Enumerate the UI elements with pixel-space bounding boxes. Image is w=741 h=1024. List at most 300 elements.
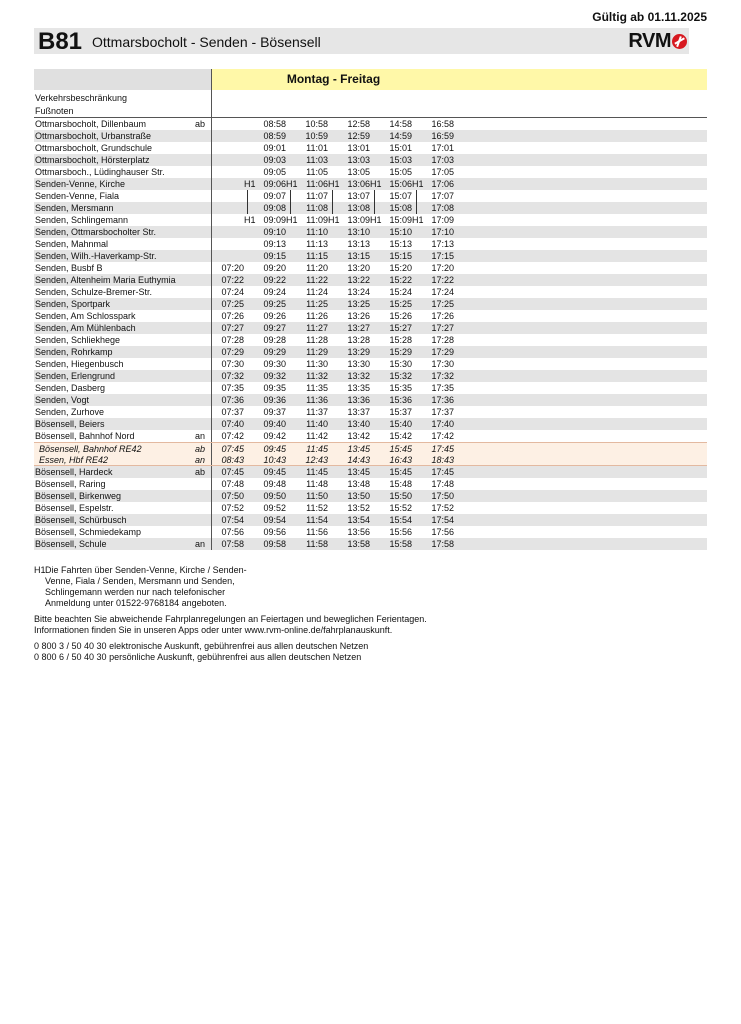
contact-personal: 0 800 6 / 50 40 30 persönliche Auskunft, gebührenfrei aus allen deutschen Netzen <box>34 652 362 662</box>
departure-time: 11:05 <box>306 167 328 177</box>
stop-name: Senden, Schlingemann <box>35 215 129 225</box>
departure-time: 09:42 <box>263 431 286 441</box>
departure-time: 13:03 <box>347 155 370 165</box>
departure-time: 10:59 <box>305 131 328 141</box>
departure-time: 10:58 <box>305 119 328 129</box>
stop-name: Senden, Dasberg <box>35 383 106 393</box>
departure-time: 11:24 <box>306 287 328 297</box>
departure-time: 07:45 <box>221 444 244 454</box>
stop-name: Ottmarsbocholt, Urbanstraße <box>35 131 152 141</box>
departure-time: 09:40 <box>263 419 286 429</box>
table-row <box>34 430 707 442</box>
day-label: Montag - Freitag <box>286 72 381 86</box>
stop-name: Senden, Vogt <box>35 395 90 405</box>
departure-time: 11:08 <box>306 203 328 213</box>
stop-name: Senden, Mahnmal <box>35 239 109 249</box>
footnote-mark: H1 <box>328 179 340 189</box>
footer <box>34 565 554 663</box>
departure-time: 13:10 <box>347 227 370 237</box>
departure-time: 13:13 <box>347 239 370 249</box>
on-demand-line <box>247 190 248 202</box>
table-row <box>34 358 707 370</box>
departure-time: 15:20 <box>389 263 412 273</box>
table-row <box>34 466 707 478</box>
departure-time: 07:35 <box>221 383 244 393</box>
departure-time: 15:05 <box>389 167 412 177</box>
departure-time: 13:26 <box>347 311 370 321</box>
stop-name: Bösensell, Espelstr. <box>35 503 114 513</box>
table-row <box>34 226 707 238</box>
departure-time: 09:07 <box>263 191 286 201</box>
departure-time: 16:58 <box>431 119 454 129</box>
departure-time: 15:28 <box>389 335 412 345</box>
departure-time: 09:58 <box>263 539 286 549</box>
departure-time: 13:15 <box>347 251 370 261</box>
departure-time: 09:22 <box>263 275 286 285</box>
departure-time: 11:01 <box>306 143 328 153</box>
departure-time: 13:37 <box>347 407 370 417</box>
table-row <box>34 250 707 262</box>
departure-time: 17:01 <box>431 143 454 153</box>
departure-time: 13:42 <box>347 431 370 441</box>
table-row <box>34 478 707 490</box>
arrival-departure-mark: an <box>195 455 206 465</box>
departure-time: 09:54 <box>263 515 286 525</box>
departure-time: 13:05 <box>347 167 370 177</box>
table-row <box>34 178 707 190</box>
stop-name: Senden, Zurhove <box>35 407 105 417</box>
departure-time: 11:13 <box>306 239 328 249</box>
departure-time: 15:03 <box>389 155 412 165</box>
footnote-mark: H1 <box>328 215 340 225</box>
departure-time: 07:37 <box>221 407 244 417</box>
departure-time: 12:59 <box>347 131 370 141</box>
column-divider <box>211 502 212 514</box>
departure-time: 17:32 <box>431 371 454 381</box>
on-demand-line <box>374 202 375 214</box>
departure-time: 13:01 <box>347 143 370 153</box>
departure-time: 09:48 <box>263 479 286 489</box>
departure-time: 13:27 <box>347 323 370 333</box>
column-divider <box>211 334 212 346</box>
departure-time: 07:40 <box>221 419 244 429</box>
departure-time: 07:52 <box>221 503 244 513</box>
departure-time: 13:28 <box>347 335 370 345</box>
stop-name: Essen, Hbf RE42 <box>39 455 109 465</box>
stop-name: Senden, Erlengrund <box>35 371 116 381</box>
departure-time: 13:35 <box>347 383 370 393</box>
departure-time: 09:01 <box>263 143 286 153</box>
table-row <box>34 346 707 358</box>
departure-time: 11:42 <box>306 431 328 441</box>
column-divider <box>211 526 212 538</box>
departure-time: 17:48 <box>431 479 454 489</box>
departure-time: 11:30 <box>306 359 328 369</box>
departure-time: 11:45 <box>306 467 328 477</box>
table-row <box>34 394 707 406</box>
table-row <box>34 238 707 250</box>
departure-time: 13:22 <box>347 275 370 285</box>
departure-time: 15:45 <box>389 444 412 454</box>
departure-time: 13:25 <box>347 299 370 309</box>
column-divider <box>211 514 212 526</box>
departure-time: 17:25 <box>431 299 454 309</box>
departure-time: 07:56 <box>221 527 244 537</box>
stop-name: Senden, Sportpark <box>35 299 111 309</box>
train-connection-row <box>34 454 707 466</box>
departure-time: 15:52 <box>389 503 412 513</box>
stop-name: Senden, Rohrkamp <box>35 347 113 357</box>
departure-time: 17:50 <box>431 491 454 501</box>
footnote-mark: H1 <box>244 179 256 189</box>
departure-time: 09:05 <box>263 167 286 177</box>
departure-time: 07:58 <box>221 539 244 549</box>
table-row <box>34 262 707 274</box>
column-divider <box>211 118 212 130</box>
departure-time: 15:54 <box>389 515 412 525</box>
timetable-body <box>34 118 707 550</box>
column-divider <box>211 262 212 274</box>
departure-time: 17:36 <box>431 395 454 405</box>
departure-time: 09:20 <box>263 263 286 273</box>
table-row <box>34 130 707 142</box>
table-row <box>34 502 707 514</box>
departure-time: 17:56 <box>431 527 454 537</box>
on-demand-line <box>332 190 333 202</box>
table-row <box>34 334 707 346</box>
table-row <box>34 418 707 430</box>
departure-time: 11:35 <box>306 383 328 393</box>
stop-name: Ottmarsbocholt, Dillenbaum <box>35 119 147 129</box>
departure-time: 09:25 <box>263 299 286 309</box>
departure-time: 17:45 <box>431 444 454 454</box>
departure-time: 11:07 <box>306 191 328 201</box>
on-demand-line <box>290 202 291 214</box>
on-demand-line <box>374 190 375 202</box>
arrival-departure-mark: ab <box>195 119 206 129</box>
departure-time: 15:26 <box>389 311 412 321</box>
stop-name: Senden, Altenheim Maria Euthymia <box>35 275 176 285</box>
departure-time: 17:40 <box>431 419 454 429</box>
column-divider <box>211 238 212 250</box>
footnote-text: Die Fahrten über Senden-Venne, Kirche / Senden-Venne, Fiala / Senden, Mersmann und Senden, Schlingemann werden nur nach telefonischer Anmeldung unter 01522-9768184 angeboten. <box>45 565 247 608</box>
stop-name: Senden, Mersmann <box>35 203 114 213</box>
departure-time: 11:22 <box>306 275 328 285</box>
column-divider <box>211 406 212 418</box>
departure-time: 17:24 <box>431 287 454 297</box>
table-row <box>34 154 707 166</box>
departure-time: 09:50 <box>263 491 286 501</box>
route-title: Ottmarsbocholt - Senden - Bösensell <box>92 34 321 50</box>
table-row <box>34 202 707 214</box>
departure-time: 15:58 <box>389 539 412 549</box>
column-divider <box>211 358 212 370</box>
train-connection-row <box>34 442 707 454</box>
departure-time: 13:48 <box>347 479 370 489</box>
table-row <box>34 166 707 178</box>
departure-time: 15:40 <box>389 419 412 429</box>
title-bar <box>34 28 689 54</box>
on-demand-line <box>332 202 333 214</box>
column-divider <box>211 178 212 190</box>
column-divider <box>211 166 212 178</box>
departure-time: 09:56 <box>263 527 286 537</box>
table-row <box>34 382 707 394</box>
departure-time: 17:27 <box>431 323 454 333</box>
departure-time: 16:43 <box>389 455 412 465</box>
column-divider <box>211 538 212 550</box>
departure-time: 13:45 <box>347 444 370 454</box>
departure-time: 17:29 <box>431 347 454 357</box>
departure-time: 15:27 <box>389 323 412 333</box>
stop-name: Senden, Busbf B <box>35 263 103 273</box>
departure-time: 17:28 <box>431 335 454 345</box>
restriction-label: Verkehrsbeschränkung <box>35 93 128 103</box>
departure-time: 07:28 <box>221 335 244 345</box>
column-divider <box>211 310 212 322</box>
departure-time: 12:43 <box>305 455 328 465</box>
footnote-key: H1 <box>34 565 46 575</box>
departure-time: 07:50 <box>221 491 244 501</box>
stop-name: Bösensell, Birkenweg <box>35 491 122 501</box>
departure-time: 15:01 <box>389 143 412 153</box>
rvm-ball-logo-icon <box>672 34 687 49</box>
departure-time: 09:08 <box>263 203 286 213</box>
column-divider <box>211 478 212 490</box>
departure-time: 11:29 <box>306 347 328 357</box>
departure-time: 09:28 <box>263 335 286 345</box>
departure-time: 09:36 <box>263 395 286 405</box>
departure-time: 13:32 <box>347 371 370 381</box>
table-row <box>34 142 707 154</box>
stop-name: Senden, Hiegenbusch <box>35 359 124 369</box>
departure-time: 09:45 <box>263 444 286 454</box>
departure-time: 17:58 <box>431 539 454 549</box>
departure-time: 13:29 <box>347 347 370 357</box>
stop-name: Ottmarsboch., Lüdinghauser Str. <box>35 167 165 177</box>
departure-time: 07:54 <box>221 515 244 525</box>
departure-time: 11:56 <box>306 527 328 537</box>
departure-time: 09:32 <box>263 371 286 381</box>
departure-time: 07:27 <box>221 323 244 333</box>
column-divider <box>211 430 212 442</box>
on-demand-line <box>416 202 417 214</box>
on-demand-line <box>247 202 248 214</box>
column-divider <box>211 142 212 154</box>
table-row <box>34 526 707 538</box>
stop-name: Bösensell, Hardeck <box>35 467 113 477</box>
stop-name: Senden, Ottmarsbocholter Str. <box>35 227 157 237</box>
column-divider <box>211 226 212 238</box>
stop-name: Bösensell, Schule <box>35 539 107 549</box>
departure-time: 07:42 <box>221 431 244 441</box>
departure-time: 09:30 <box>263 359 286 369</box>
departure-time: 17:08 <box>431 203 454 213</box>
column-divider <box>211 202 212 214</box>
route-number: B81 <box>38 28 83 55</box>
departure-time: 13:52 <box>347 503 370 513</box>
departure-time: 07:48 <box>221 479 244 489</box>
column-divider <box>211 370 212 382</box>
departure-time: 09:09 <box>263 215 286 225</box>
departure-time: 17:35 <box>431 383 454 393</box>
departure-time: 15:45 <box>389 467 412 477</box>
footnote-mark: H1 <box>412 215 424 225</box>
stop-name: Senden, Schulze-Bremer-Str. <box>35 287 153 297</box>
departure-time: 09:10 <box>263 227 286 237</box>
departure-time: 17:45 <box>431 467 454 477</box>
column-divider <box>211 130 212 142</box>
departure-time: 15:30 <box>389 359 412 369</box>
arrival-departure-mark: ab <box>195 467 206 477</box>
departure-time: 11:45 <box>306 444 328 454</box>
departure-time: 17:42 <box>431 431 454 441</box>
departure-time: 11:15 <box>306 251 328 261</box>
column-divider <box>211 454 212 465</box>
departure-time: 08:43 <box>221 455 244 465</box>
departure-time: 18:43 <box>431 455 454 465</box>
departure-time: 11:52 <box>306 503 328 513</box>
departure-time: 17:06 <box>431 179 454 189</box>
timetable-header <box>34 69 707 118</box>
footnote-mark: H1 <box>412 179 424 189</box>
departure-time: 13:56 <box>347 527 370 537</box>
departure-time: 15:29 <box>389 347 412 357</box>
departure-time: 09:37 <box>263 407 286 417</box>
table-row <box>34 274 707 286</box>
departure-time: 17:03 <box>431 155 454 165</box>
departure-time: 13:08 <box>347 203 370 213</box>
column-divider <box>211 443 212 454</box>
departure-time: 15:25 <box>389 299 412 309</box>
departure-time: 09:13 <box>263 239 286 249</box>
departure-time: 07:25 <box>221 299 244 309</box>
departure-time: 13:20 <box>347 263 370 273</box>
column-divider <box>211 466 212 478</box>
departure-time: 13:54 <box>347 515 370 525</box>
departure-time: 09:35 <box>263 383 286 393</box>
departure-time: 14:59 <box>389 131 412 141</box>
departure-time: 15:13 <box>389 239 412 249</box>
departure-time: 11:58 <box>306 539 328 549</box>
departure-time: 13:58 <box>347 539 370 549</box>
departure-time: 07:20 <box>221 263 244 273</box>
departure-time: 17:13 <box>431 239 454 249</box>
stop-name: Ottmarsbocholt, Hörsterplatz <box>35 155 150 165</box>
departure-time: 12:58 <box>347 119 370 129</box>
departure-time: 07:22 <box>221 275 244 285</box>
footnote-h1 <box>34 565 554 609</box>
departure-time: 15:10 <box>389 227 412 237</box>
rvm-logo <box>628 31 687 51</box>
table-row <box>34 118 707 130</box>
stop-name: Senden, Am Mühlenbach <box>35 323 136 333</box>
departure-time: 17:52 <box>431 503 454 513</box>
departure-time: 07:29 <box>221 347 244 357</box>
departure-time: 17:20 <box>431 263 454 273</box>
departure-time: 16:59 <box>431 131 454 141</box>
departure-time: 11:26 <box>306 311 328 321</box>
departure-time: 11:25 <box>306 299 328 309</box>
day-header <box>212 69 707 90</box>
departure-time: 13:09 <box>347 215 370 225</box>
departure-time: 15:07 <box>389 191 412 201</box>
stop-name: Ottmarsbocholt, Grundschule <box>35 143 153 153</box>
departure-time: 15:56 <box>389 527 412 537</box>
stop-name: Senden, Am Schlosspark <box>35 311 136 321</box>
arrival-departure-mark: an <box>195 431 206 441</box>
footnotes-label: Fußnoten <box>35 106 74 116</box>
valid-from: Gültig ab 01.11.2025 <box>592 10 707 24</box>
departure-time: 17:54 <box>431 515 454 525</box>
departure-time: 09:24 <box>263 287 286 297</box>
header-divider <box>211 69 212 118</box>
departure-time: 14:43 <box>347 455 370 465</box>
departure-time: 11:32 <box>306 371 328 381</box>
departure-time: 15:50 <box>389 491 412 501</box>
stop-name: Bösensell, Schmiedekamp <box>35 527 142 537</box>
departure-time: 13:36 <box>347 395 370 405</box>
departure-time: 07:32 <box>221 371 244 381</box>
departure-time: 13:07 <box>347 191 370 201</box>
departure-time: 17:22 <box>431 275 454 285</box>
departure-time: 11:27 <box>306 323 328 333</box>
departure-time: 15:42 <box>389 431 412 441</box>
departure-time: 17:05 <box>431 167 454 177</box>
departure-time: 09:26 <box>263 311 286 321</box>
logo-text: RVM <box>628 30 671 52</box>
column-divider <box>211 250 212 262</box>
departure-time: 11:06 <box>306 179 328 189</box>
column-divider <box>211 298 212 310</box>
departure-time: 15:24 <box>389 287 412 297</box>
arrival-departure-mark: ab <box>195 444 206 454</box>
departure-time: 09:03 <box>263 155 286 165</box>
departure-time: 09:27 <box>263 323 286 333</box>
departure-time: 15:48 <box>389 479 412 489</box>
table-row <box>34 514 707 526</box>
departure-time: 11:09 <box>306 215 328 225</box>
column-divider <box>211 190 212 202</box>
departure-time: 17:30 <box>431 359 454 369</box>
departure-time: 13:30 <box>347 359 370 369</box>
departure-time: 15:35 <box>389 383 412 393</box>
departure-time: 11:03 <box>306 155 328 165</box>
footnote-mark: H1 <box>286 215 298 225</box>
departure-time: 17:15 <box>431 251 454 261</box>
departure-time: 08:58 <box>263 119 286 129</box>
stop-name: Senden, Schliekhege <box>35 335 121 345</box>
departure-time: 09:29 <box>263 347 286 357</box>
departure-time: 13:06 <box>347 179 370 189</box>
departure-time: 17:07 <box>431 191 454 201</box>
departure-time: 17:37 <box>431 407 454 417</box>
departure-time: 09:06 <box>263 179 286 189</box>
arrival-departure-mark: an <box>195 539 206 549</box>
table-row <box>34 322 707 334</box>
departure-time: 17:10 <box>431 227 454 237</box>
column-divider <box>211 490 212 502</box>
stop-name: Bösensell, Schürbusch <box>35 515 127 525</box>
column-divider <box>211 418 212 430</box>
table-row <box>34 370 707 382</box>
header-left-cell <box>34 69 211 90</box>
column-divider <box>211 322 212 334</box>
departure-time: 07:26 <box>221 311 244 321</box>
departure-time: 11:28 <box>306 335 328 345</box>
column-divider <box>211 286 212 298</box>
departure-time: 15:32 <box>389 371 412 381</box>
